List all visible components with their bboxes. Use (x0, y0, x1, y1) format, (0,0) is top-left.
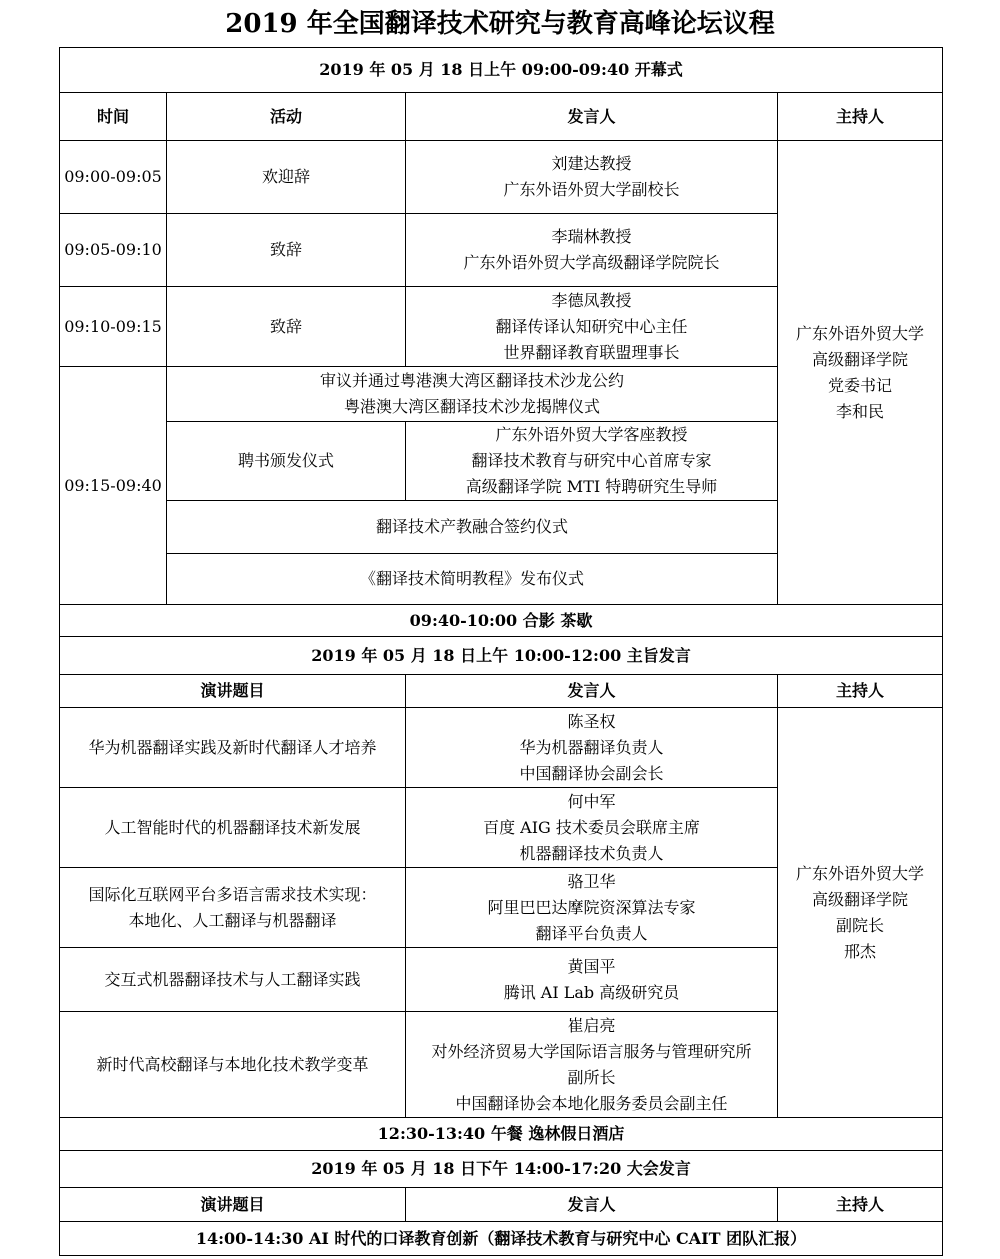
activity-cell: 致辞 (167, 287, 406, 367)
speaker-cell: 刘建达教授 广东外语外贸大学副校长 (406, 141, 778, 214)
speaker-cell: 广东外语外贸大学客座教授 翻译技术教育与研究中心首席专家 高级翻译学院 MTI 特聘研究生导师 (406, 422, 778, 501)
table-row (60, 708, 943, 788)
col-host: 主持人 (778, 1188, 943, 1222)
activity-cell: 致辞 (167, 214, 406, 287)
speaker-cell: 黄国平 腾讯 AI Lab 高级研究员 (406, 948, 778, 1012)
topic-cell: 新时代高校翻译与本地化技术教学变革 (60, 1012, 406, 1118)
time-cell: 09:05-09:10 (60, 214, 167, 287)
agenda-table (59, 47, 943, 1256)
session2-header: 2019 年 05 月 18 日上午 10:00-12:00 主旨发言 (60, 637, 943, 675)
host-cell: 广东外语外贸大学 高级翻译学院 副院长 邢杰 (778, 708, 943, 1118)
col-host: 主持人 (778, 93, 943, 141)
session3-first-item: 14:00-14:30 AI 时代的口译教育创新（翻译技术教育与研究中心 CAIT 团队汇报） (60, 1222, 943, 1256)
topic-cell: 国际化互联网平台多语言需求技术实现： 本地化、人工翻译与机器翻译 (60, 868, 406, 948)
topic-cell: 交互式机器翻译技术与人工翻译实践 (60, 948, 406, 1012)
break-row: 09:40-10:00 合影 茶歇 (60, 605, 943, 637)
speaker-cell: 李德凤教授 翻译传译认知研究中心主任 世界翻译教育联盟理事长 (406, 287, 778, 367)
activity-cell: 审议并通过粤港澳大湾区翻译技术沙龙公约 粤港澳大湾区翻译技术沙龙揭牌仪式 (167, 367, 778, 422)
col-host: 主持人 (778, 675, 943, 708)
break-row: 12:30-13:40 午餐 逸林假日酒店 (60, 1118, 943, 1151)
time-cell: 09:10-09:15 (60, 287, 167, 367)
session1-header: 2019 年 05 月 18 日上午 09:00-09:40 开幕式 (60, 48, 943, 93)
speaker-cell: 李瑞林教授 广东外语外贸大学高级翻译学院院长 (406, 214, 778, 287)
speaker-cell: 何中军 百度 AIG 技术委员会联席主席 机器翻译技术负责人 (406, 788, 778, 868)
topic-cell: 华为机器翻译实践及新时代翻译人才培养 (60, 708, 406, 788)
activity-cell: 《翻译技术简明教程》发布仪式 (167, 554, 778, 605)
time-cell: 09:15-09:40 (60, 367, 167, 605)
col-speaker: 发言人 (406, 93, 778, 141)
col-time: 时间 (60, 93, 167, 141)
activity-cell: 聘书颁发仪式 (167, 422, 406, 501)
time-cell: 09:00-09:05 (60, 141, 167, 214)
table-row (60, 141, 943, 214)
speaker-cell: 崔启亮 对外经济贸易大学国际语言服务与管理研究所 副所长 中国翻译协会本地化服务委员会副主任 (406, 1012, 778, 1118)
col-speaker: 发言人 (406, 675, 778, 708)
col-topic: 演讲题目 (60, 675, 406, 708)
col-speaker: 发言人 (406, 1188, 778, 1222)
col-topic: 演讲题目 (60, 1188, 406, 1222)
page-title: 2019 年全国翻译技术研究与教育高峰论坛议程 (225, 9, 775, 39)
host-cell: 广东外语外贸大学 高级翻译学院 党委书记 李和民 (778, 141, 943, 605)
activity-cell: 欢迎辞 (167, 141, 406, 214)
col-activity: 活动 (167, 93, 406, 141)
activity-cell: 翻译技术产教融合签约仪式 (167, 501, 778, 554)
session3-header: 2019 年 05 月 18 日下午 14:00-17:20 大会发言 (60, 1151, 943, 1188)
speaker-cell: 骆卫华 阿里巴巴达摩院资深算法专家 翻译平台负责人 (406, 868, 778, 948)
speaker-cell: 陈圣权 华为机器翻译负责人 中国翻译协会副会长 (406, 708, 778, 788)
topic-cell: 人工智能时代的机器翻译技术新发展 (60, 788, 406, 868)
